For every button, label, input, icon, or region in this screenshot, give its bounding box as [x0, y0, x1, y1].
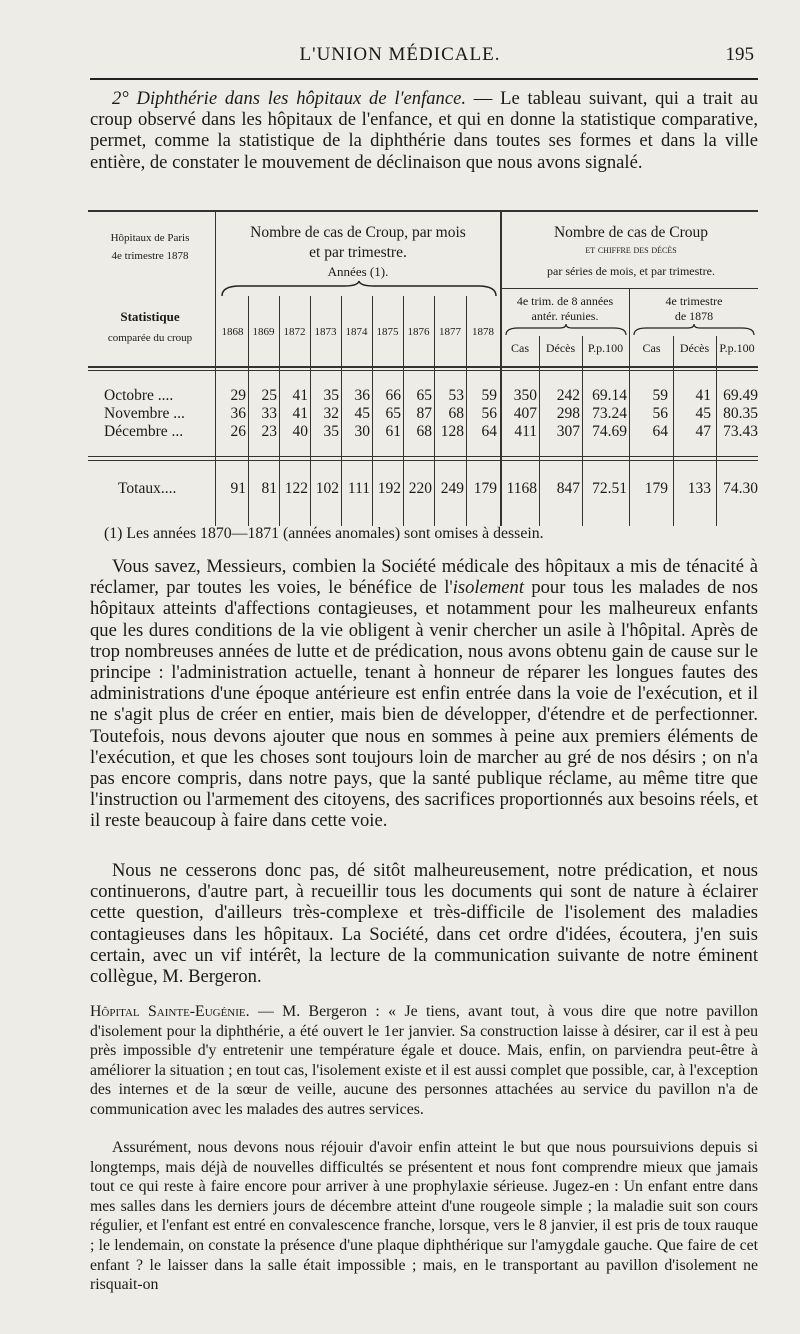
body-italic-word: isolement — [452, 577, 524, 599]
table-cell: 29 — [230, 387, 246, 404]
running-header: L'UNION MÉDICALE. — [299, 44, 501, 65]
mid-header-line3: Années (1). — [327, 264, 389, 279]
table-cell: 45 — [354, 405, 370, 422]
intro-lead: 2° Diphthérie dans les hôpitaux de l'enfance. — [112, 88, 466, 109]
year-1876: 1876 — [407, 326, 430, 338]
table-cell: 40 — [292, 423, 308, 440]
table-cell: 41 — [292, 405, 308, 422]
page-number: 195 — [725, 44, 754, 65]
sub-b-line2: de 1878 — [674, 309, 714, 323]
section-paragraph-1 — [90, 1002, 758, 1120]
table-cell: 64 — [652, 423, 668, 440]
table-cell: 61 — [385, 423, 401, 440]
table-cell: 30 — [354, 423, 370, 440]
section-text: — M. Bergeron : « Je tiens, avant tout, à vous dire que notre pavillon d'isolement pour la diphthérie, a été ouvert le 1er janvier. Sa construction laisse à désirer, car il est à peu près impossible d'y entretenir une température égale et douce. Mais, enfin, on parviendra peut-être à améliorer la situation ; en tout cas, l'isolement existe et il est aussi complet que possible, car, à l'exception des internes et de la sœur de veille, aucune des personnes attachées au service du pavillon n'a de communication avec les malades des autres services. — [90, 1003, 759, 1118]
body-text: pour tous les malades de nos hôpitaux atteints d'affections contagieuses, et notamment pour les malheureux enfants que les dures conditions de la vie obligent à venir chercher un asile à l'hôpital. Après de trop nombreuses années de lutte et de prédication, nous avons obtenu gain de cause sur le principe : l'administration actuelle, tenant à honneur de réparer les longues fautes des administrations d'une époque antérieure est enfin entrée dans la voie de l'exécution, et il ne s'agit plus de créer en entier, mais bien de développer, d'étendre et de perfectionner. Toutefois, nous devons ajouter que nous en sommes à peine aux premiers éléments de l'exécution, et que les choses sont toujours loin de marcher au gré de nos désirs ; on n'a pas encore compris, dans notre pays, que la santé publique réclame, au même titre que l'instruction ou l'armement des citoyens, des sacrifices proportionnés aux besoins réels, et il reste beaucoup à faire dans cette voie. — [90, 577, 758, 832]
table-cell: 35 — [323, 423, 339, 440]
total-cell: 847 — [556, 480, 580, 497]
table-cell: 74.69 — [592, 423, 627, 440]
year-1873: 1873 — [314, 326, 337, 338]
table-cell: 411 — [514, 423, 537, 440]
year-1868: 1868 — [221, 326, 244, 338]
table-cell: 23 — [261, 423, 277, 440]
total-cell: 192 — [377, 480, 401, 497]
table-cell: 33 — [261, 405, 277, 422]
year-1877: 1877 — [439, 326, 461, 338]
quarter-header: 4e trimestre 1878 — [111, 250, 189, 262]
total-cell: 133 — [687, 480, 711, 497]
table-cell: 41 — [695, 387, 711, 404]
total-cell: 111 — [347, 480, 370, 497]
row-label-octobre: Octobre .... — [104, 387, 174, 404]
table-cell: 73.43 — [723, 423, 758, 440]
table-cell: 59 — [481, 387, 497, 404]
comparee-header: comparée du croup — [107, 332, 193, 344]
total-cell: 74.30 — [723, 480, 758, 497]
sub-a-line1: 4e trim. de 8 années — [516, 294, 614, 308]
section-text: Assurément, nous devons nous réjouir d'avoir enfin atteint le but que nous poursuivions depuis si longtemps, mais déjà de nouvelles difficultés se présentent et nous font comprendre mieux que jamais tout ce qui reste à faire encore pour arriver à une prophylaxie sérieuse. Jugez-en : Un enfant entre dans mes salles dans les derniers jours de décembre atteint d'une rougeole simple ; la maladie suit son cours régulier, et l'enfant est entré en convalescence franche, lorsque, vers le 8 janvier, il est pris de toux rauque ; le lendemain, on constate la présence d'une plaque diphthérique sur l'amygdale gauche. Que faire de cet enfant ? le laisser dans la salle était impossible ; mais, en le transportant au pavillon d'isolement ne risquait-on — [90, 1139, 758, 1294]
right-header-line3: par séries de mois, et par trimestre. — [547, 264, 715, 278]
intro-text: — Le tableau suivant, qui a trait au croup observé dans les hôpitaux de l'enfance, et qui en donne la statistique comparative, permet, comme la statistique de la diphthérie dans toutes ses formes et dans la ville entière, de constater le mouvement de déclinaison que nous avons signalé. — [90, 88, 758, 173]
table-cell: 66 — [385, 387, 401, 404]
statistique-header: Statistique — [120, 309, 180, 324]
mid-header-line2: et par trimestre. — [309, 244, 407, 261]
body-text: Vous savez, Messieurs, combien la Société médicale des hôpitaux a mis de ténacité à réclamer, par toutes les voies, le bénéfice de l' — [90, 556, 758, 599]
body-paragraph-2 — [90, 860, 758, 987]
col-pp100-a: P.p.100 — [587, 341, 624, 355]
table-footnote: (1) Les années 1870—1871 (années anomales) sont omises à dessein. — [104, 525, 544, 542]
table-top-rule — [88, 210, 758, 212]
table-cell: 69.49 — [723, 387, 758, 404]
total-cell: 72.51 — [592, 480, 627, 497]
table-cell: 35 — [323, 387, 339, 404]
mid-header-line1: Nombre de cas de Croup, par mois — [250, 224, 466, 241]
total-cell: 220 — [408, 480, 432, 497]
table-cell: 36 — [230, 405, 246, 422]
table-cell: 407 — [513, 405, 537, 422]
year-1875: 1875 — [376, 326, 399, 338]
table-cell: 36 — [354, 387, 370, 404]
table-cell: 87 — [416, 405, 432, 422]
col-deces-b: Décès — [679, 341, 710, 355]
table-cell: 69.14 — [592, 387, 627, 404]
hospitals-header: Hôpitaux de Paris — [110, 232, 190, 244]
table-cell: 350 — [513, 387, 537, 404]
total-cell: 1168 — [506, 480, 537, 497]
table-cell: 242 — [556, 387, 580, 404]
year-1874: 1874 — [345, 326, 368, 338]
table-cell: 41 — [292, 387, 308, 404]
table-cell: 47 — [695, 423, 711, 440]
body-paragraph-1 — [90, 556, 758, 832]
table-cell: 65 — [416, 387, 432, 404]
intro-paragraph — [90, 88, 758, 173]
right-header-line1: Nombre de cas de Croup — [553, 224, 709, 241]
table-cell: 298 — [556, 405, 580, 422]
table-cell: 65 — [385, 405, 401, 422]
header-rule — [90, 78, 758, 80]
total-cell: 122 — [284, 480, 308, 497]
col-pp100-b: P.p.100 — [719, 341, 755, 355]
table-cell: 56 — [481, 405, 497, 422]
table-cell: 64 — [481, 423, 497, 440]
body-text: Nous ne cesserons donc pas, dé sitôt malheureusement, notre prédication, et nous continuerons, d'autre part, à recueillir tous les documents qui sont de nature à éclairer cette question, d'ailleurs très-complexe et très-difficile de l'isolement des maladies contagieuses dans les hôpitaux. La Société, dans cet ordre d'idées, écoutera, j'en suis certain, avec un vif intérêt, la lecture de la communication suivante de notre éminent collègue, M. Bergeron. — [90, 860, 758, 988]
total-cell: 249 — [440, 480, 464, 497]
table-cell: 68 — [448, 405, 464, 422]
year-1878: 1878 — [472, 326, 494, 338]
table-cell: 80.35 — [723, 405, 758, 422]
total-cell: 91 — [230, 480, 246, 497]
years-brace-icon — [220, 280, 498, 298]
total-cell: 102 — [315, 480, 339, 497]
total-cell: 179 — [473, 480, 497, 497]
col-cas-a: Cas — [511, 341, 529, 355]
total-cell: 81 — [261, 480, 277, 497]
col-deces-a: Décès — [545, 341, 576, 355]
table-cell: 45 — [695, 405, 711, 422]
stats-brace-icon — [504, 323, 758, 337]
section-paragraph-2 — [90, 1138, 758, 1295]
table-cell: 59 — [652, 387, 668, 404]
croup-statistics-table — [88, 210, 758, 532]
col-cas-b: Cas — [642, 341, 661, 355]
row-label-novembre: Novembre ... — [104, 405, 185, 422]
table-cell: 26 — [230, 423, 246, 440]
year-1872: 1872 — [283, 326, 306, 338]
section-heading: Hôpital Sainte-Eugénie. — [90, 1003, 250, 1020]
right-header-line2: et chiffre des décès — [585, 244, 677, 256]
table-cell: 32 — [323, 405, 339, 422]
table-cell: 68 — [416, 423, 432, 440]
row-label-totaux: Totaux.... — [118, 480, 177, 497]
table-cell: 56 — [652, 405, 668, 422]
table-cell: 128 — [440, 423, 464, 440]
year-1869: 1869 — [252, 326, 275, 338]
table-cell: 25 — [261, 387, 277, 404]
sub-b-line1: 4e trimestre — [665, 294, 723, 308]
table-cell: 307 — [556, 423, 580, 440]
sub-a-line2: antér. réunies. — [531, 309, 599, 323]
table-cell: 73.24 — [592, 405, 627, 422]
table-cell: 53 — [448, 387, 464, 404]
row-label-decembre: Décembre ... — [104, 423, 184, 440]
total-cell: 179 — [644, 480, 668, 497]
